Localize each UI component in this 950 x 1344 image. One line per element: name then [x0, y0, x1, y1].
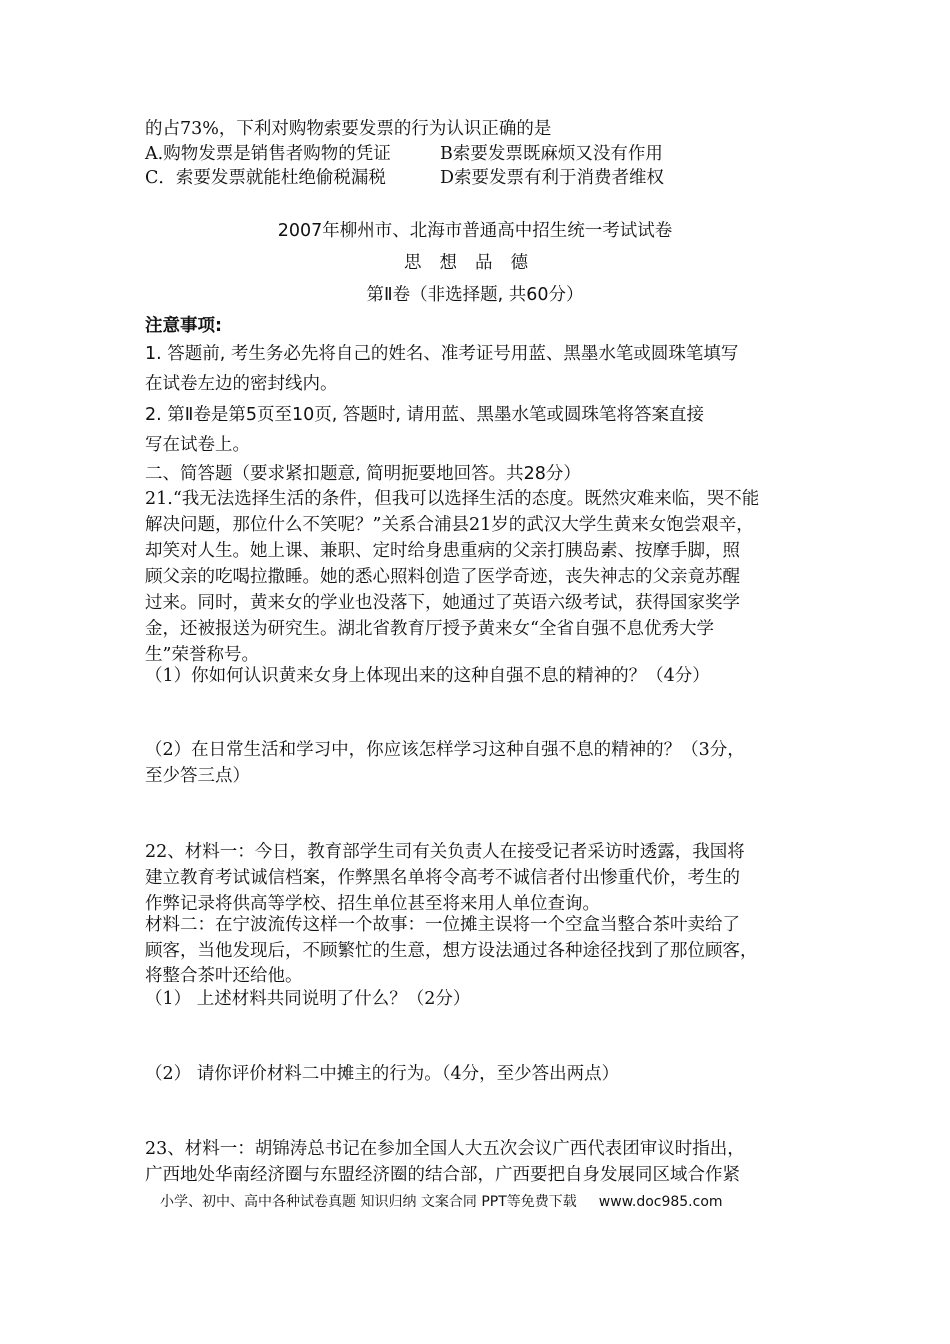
q22-line: 建立教育考试诚信档案，作弊黑名单将令高考不诚信者付出惨重代价，考生的	[145, 868, 740, 888]
page-footer	[160, 1192, 723, 1212]
q21-line: 生”荣誉称号。	[145, 645, 259, 665]
prev-question-options-row-2	[145, 166, 664, 190]
prev-question-options-row-1	[145, 142, 663, 166]
q21-line: 21.“我无法选择生活的条件，但我可以选择生活的态度。既然灾难来临，哭不能	[145, 489, 760, 509]
q23-line-2: 广西地处华南经济圈与东盟经济圈的结合部，广西要把自身发展同区域合作紧	[145, 1165, 740, 1185]
q22-line: 将整合茶叶还给他。	[145, 966, 303, 986]
option-d: D索要发票有利于消费者维权	[440, 168, 665, 188]
option-c: C．索要发票就能杜绝偷税漏税	[145, 168, 386, 188]
q21-line: 解决问题，那位什么不笑呢？”关系合浦县21岁的武汉大学生黄来女饱尝艰辛，	[145, 515, 754, 535]
q22-subquestion-1: （1） 上述材料共同说明了什么？（2分）	[145, 989, 471, 1009]
option-a: A.购物发票是销售者购物的凭证	[145, 144, 391, 164]
notes-item-2-line-2: 写在试卷上。	[145, 435, 250, 455]
exam-title: 2007年柳州市、北海市普通高中招生统一考试试卷	[277, 221, 673, 241]
q21-subquestion-2-line-1: （2）在日常生活和学习中，你应该怎样学习这种自强不息的精神的？（3分，	[145, 740, 745, 760]
footer-text: 小学、初中、高中各种试卷真题 知识归纳 文案合同 PPT等免费下载	[160, 1194, 577, 1210]
q22-line: 22、材料一：今日，教育部学生司有关负责人在接受记者采访时透露，我国将	[145, 842, 745, 862]
option-b: B索要发票既麻烦又没有作用	[440, 144, 663, 164]
q21-line: 却笑对人生。她上课、兼职、定时给身患重病的父亲打胰岛素、按摩手脚，照	[145, 541, 740, 561]
q21-line: 金，还被报送为研究生。湖北省教育厅授予黄来女“全省自强不息优秀大学	[145, 619, 714, 639]
q21-subquestion-2-line-2: 至少答三点）	[145, 766, 250, 786]
q22-line: 作弊记录将供高等学校、招生单位甚至将来用人单位查询。	[145, 894, 600, 914]
q22-line: 材料二：在宁波流传这样一个故事：一位摊主误将一个空盒当整合茶叶卖给了	[145, 915, 740, 935]
section-two-heading: 二、简答题（要求紧扣题意, 简明扼要地回答。共28分）	[145, 464, 581, 484]
q22-line: 顾客，当他发现后，不顾繁忙的生意，想方设法通过各种途径找到了那位顾客，	[145, 941, 758, 961]
q23-line-1: 23、材料一：胡锦涛总书记在参加全国人大五次会议广西代表团审议时指出，	[145, 1139, 745, 1159]
q21-subquestion-1: （1）你如何认识黄来女身上体现出来的这种自强不息的精神的？（4分）	[145, 666, 710, 686]
q22-subquestion-2: （2） 请你评价材料二中摊主的行为。（4分，至少答出两点）	[145, 1064, 620, 1084]
notes-item-1-line-1: 1. 答题前, 考生务必先将自己的姓名、准考证号用蓝、黑墨水笔或圆珠笔填写	[145, 344, 739, 364]
notes-heading: 注意事项:	[145, 316, 222, 336]
prev-question-stem: 的占73%，下利对购物索要发票的行为认识正确的是	[145, 119, 552, 139]
exam-part: 第Ⅱ卷（非选择题, 共60分）	[366, 285, 584, 305]
q21-line: 过来。同时，黄来女的学业也没落下，她通过了英语六级考试，获得国家奖学	[145, 593, 740, 613]
notes-item-1-line-2: 在试卷左边的密封线内。	[145, 374, 338, 394]
q21-line: 顾父亲的吃喝拉撒睡。她的悉心照料创造了医学奇迹，丧失神志的父亲竟苏醒	[145, 567, 740, 587]
notes-item-2-line-1: 2. 第Ⅱ卷是第5页至10页, 答题时, 请用蓝、黑墨水笔或圆珠笔将答案直接	[145, 405, 705, 425]
exam-subject: 思想品德	[404, 253, 546, 273]
footer-website-link[interactable]: www.doc985.com	[598, 1194, 723, 1210]
